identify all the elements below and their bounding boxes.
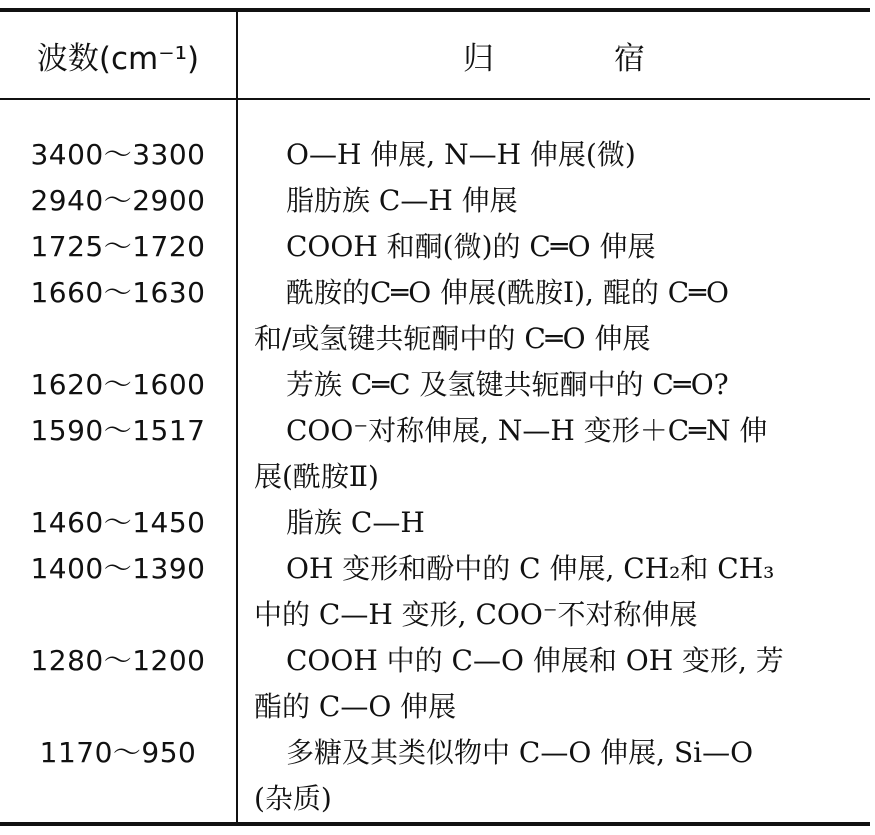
table-row bbox=[0, 546, 870, 638]
assignment-line-2: 酯的 C—O 伸展 bbox=[254, 690, 457, 723]
assignment-table bbox=[0, 8, 870, 828]
wavenumber-cell: 2940～2900 bbox=[30, 184, 206, 217]
table-row bbox=[0, 500, 870, 546]
assignment-cell bbox=[236, 224, 870, 270]
assignment-cell bbox=[236, 270, 870, 362]
wavenumber-cell: 1400～1390 bbox=[30, 552, 206, 585]
header-assignment bbox=[238, 12, 870, 98]
wavenumber-cell: 1725～1720 bbox=[30, 230, 206, 263]
assignment-line-1: O—H 伸展, N—H 伸展(微) bbox=[286, 138, 636, 171]
assignment-cell bbox=[236, 362, 870, 408]
assignment-cell bbox=[236, 500, 870, 546]
wavenumber-cell: 1170～950 bbox=[39, 736, 197, 769]
wavenumber-cell: 3400～3300 bbox=[30, 138, 206, 171]
table-bottom-rule bbox=[0, 822, 870, 826]
assignment-line-1: 脂族 C—H bbox=[286, 506, 425, 539]
assignment-line-2: 展(酰胺Ⅱ) bbox=[254, 460, 379, 493]
assignment-line-1: 酰胺的C═O 伸展(酰胺Ⅰ), 醌的 C═O bbox=[286, 276, 729, 309]
assignment-cell bbox=[236, 408, 870, 500]
table-row bbox=[0, 638, 870, 730]
table-row bbox=[0, 362, 870, 408]
wavenumber-cell: 1620～1600 bbox=[30, 368, 206, 401]
assignment-line-1: COOH 和酮(微)的 C═O 伸展 bbox=[286, 230, 656, 263]
assignment-line-2: (杂质) bbox=[254, 782, 332, 815]
wavenumber-cell: 1280～1200 bbox=[30, 644, 206, 677]
wavenumber-cell: 1590～1517 bbox=[30, 414, 206, 447]
assignment-line-1: 芳族 C═C 及氢键共轭酮中的 C═O? bbox=[286, 368, 729, 401]
table-row bbox=[0, 178, 870, 224]
assignment-line-1: COO⁻对称伸展, N—H 变形＋C═N 伸 bbox=[286, 414, 768, 447]
assignment-line-1: COOH 中的 C—O 伸展和 OH 变形, 芳 bbox=[286, 644, 784, 677]
table-row bbox=[0, 408, 870, 500]
assignment-line-2: 和/或氢键共轭酮中的 C═O 伸展 bbox=[254, 322, 651, 355]
table-row bbox=[0, 132, 870, 178]
assignment-cell bbox=[236, 546, 870, 638]
assignment-line-1: OH 变形和酚中的 C 伸展, CH₂和 CH₃ bbox=[286, 552, 775, 585]
header-wavenumber bbox=[0, 12, 236, 98]
table-row bbox=[0, 224, 870, 270]
table-row bbox=[0, 270, 870, 362]
table-header-rule bbox=[0, 98, 870, 100]
assignment-cell bbox=[236, 730, 870, 822]
table-body bbox=[0, 132, 870, 822]
assignment-cell bbox=[236, 178, 870, 224]
assignment-line-1: 脂肪族 C—H 伸展 bbox=[286, 184, 518, 217]
assignment-cell bbox=[236, 132, 870, 178]
header-wavenumber-label: 波数(cm⁻¹) bbox=[36, 40, 200, 77]
header-assignment-label: 归宿 bbox=[463, 40, 765, 77]
wavenumber-cell: 1660～1630 bbox=[30, 276, 206, 309]
table-row bbox=[0, 730, 870, 822]
assignment-line-2: 中的 C—H 变形, COO⁻不对称伸展 bbox=[254, 598, 698, 631]
assignment-cell bbox=[236, 638, 870, 730]
assignment-line-1: 多糖及其类似物中 C—O 伸展, Si—O bbox=[286, 736, 754, 769]
wavenumber-cell: 1460～1450 bbox=[30, 506, 206, 539]
